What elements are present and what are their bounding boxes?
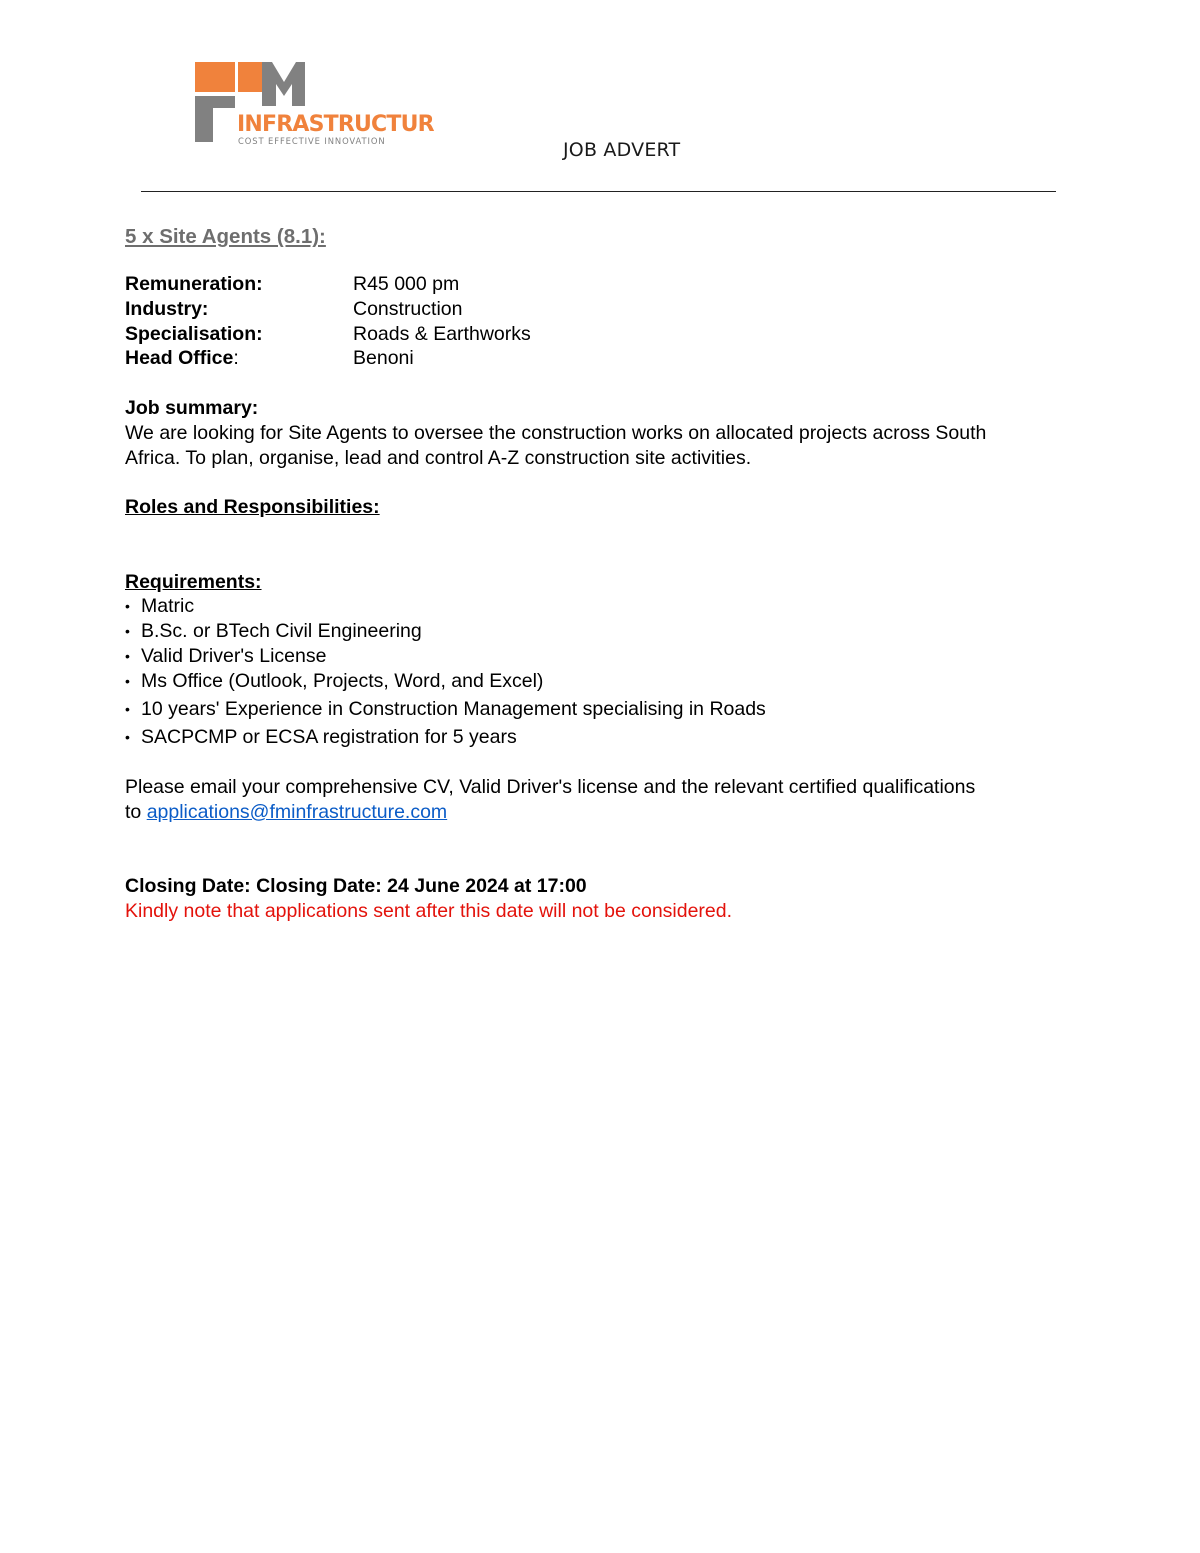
apply-email-line bbox=[125, 800, 1090, 825]
requirement-text: Matric bbox=[141, 595, 195, 618]
fact-label-wrapper bbox=[125, 346, 353, 371]
job-advert-body bbox=[125, 222, 1090, 924]
requirement-text: B.Sc. or BTech Civil Engineering bbox=[141, 620, 422, 643]
fact-label: Industry: bbox=[125, 297, 209, 320]
fact-value: R45 000 pm bbox=[353, 273, 460, 295]
logo-tagline-text: COST EFFECTIVE INNOVATION bbox=[238, 136, 386, 146]
application-email-link[interactable]: applications@fminfrastructure.com bbox=[146, 800, 448, 823]
fact-industry bbox=[125, 297, 1090, 322]
logo-orange-block-top bbox=[195, 62, 235, 92]
job-summary-label: Job summary: bbox=[125, 396, 259, 419]
logo-grey-f-bar bbox=[195, 96, 235, 108]
requirement-text: SACPCMP or ECSA registration for 5 years bbox=[141, 726, 517, 749]
fact-label: Specialisation: bbox=[125, 322, 263, 345]
job-summary-line: We are looking for Site Agents to oversee the construction works on allocated projects across South bbox=[125, 421, 987, 444]
requirement-text: Ms Office (Outlook, Projects, Word, and Excel) bbox=[141, 670, 544, 693]
list-item bbox=[125, 694, 1090, 725]
list-item bbox=[125, 594, 1090, 619]
list-item bbox=[125, 644, 1090, 669]
fact-head-office bbox=[125, 346, 1090, 371]
job-facts bbox=[125, 272, 1090, 371]
fact-remuneration bbox=[125, 272, 1090, 297]
requirement-text: Valid Driver's License bbox=[141, 645, 327, 668]
logo-grey-m bbox=[262, 62, 305, 106]
fact-label: Remuneration: bbox=[125, 273, 263, 295]
bullet-icon: • bbox=[125, 673, 130, 690]
company-logo bbox=[192, 60, 434, 148]
logo-orange-block-right bbox=[238, 62, 262, 92]
job-summary-line: Africa. To plan, organise, lead and control A-Z construction site activities. bbox=[125, 446, 752, 469]
fact-value: Benoni bbox=[353, 347, 414, 370]
bullet-icon: • bbox=[125, 623, 130, 640]
fact-label: Head Office bbox=[125, 347, 234, 370]
bullet-icon: • bbox=[125, 598, 130, 615]
requirements-heading: Requirements: bbox=[125, 570, 262, 593]
closing-date: Closing Date: Closing Date: 24 June 2024 at 17:00 bbox=[125, 875, 587, 898]
list-item bbox=[125, 619, 1090, 644]
fact-specialisation bbox=[125, 322, 1090, 347]
list-item bbox=[125, 669, 1090, 694]
apply-instructions-line: Please email your comprehensive CV, Valid Driver's license and the relevant certified qualifications bbox=[125, 776, 976, 799]
document-heading: JOB ADVERT bbox=[563, 139, 681, 161]
requirements-list bbox=[125, 594, 1090, 750]
requirement-text: 10 years' Experience in Construction Management specialising in Roads bbox=[141, 698, 766, 721]
bullet-icon: • bbox=[125, 648, 130, 665]
roles-heading: Roles and Responsibilities: bbox=[125, 496, 380, 519]
job-title: 5 x Site Agents (8.1): bbox=[125, 225, 326, 248]
list-item bbox=[125, 725, 1090, 750]
bullet-icon: • bbox=[125, 701, 130, 718]
late-application-notice: Kindly note that applications sent after this date will not be considered. bbox=[125, 900, 733, 923]
fact-value: Construction bbox=[353, 297, 463, 320]
fact-value: Roads & Earthworks bbox=[353, 322, 531, 345]
logo-infrastructure-text: INFRASTRUCTURE bbox=[237, 112, 434, 137]
header-divider bbox=[141, 191, 1056, 192]
fact-label-suffix: : bbox=[233, 347, 239, 370]
bullet-icon: • bbox=[125, 729, 130, 746]
fm-infrastructure-logo-graphic bbox=[192, 60, 434, 148]
apply-prefix: to bbox=[125, 800, 147, 823]
